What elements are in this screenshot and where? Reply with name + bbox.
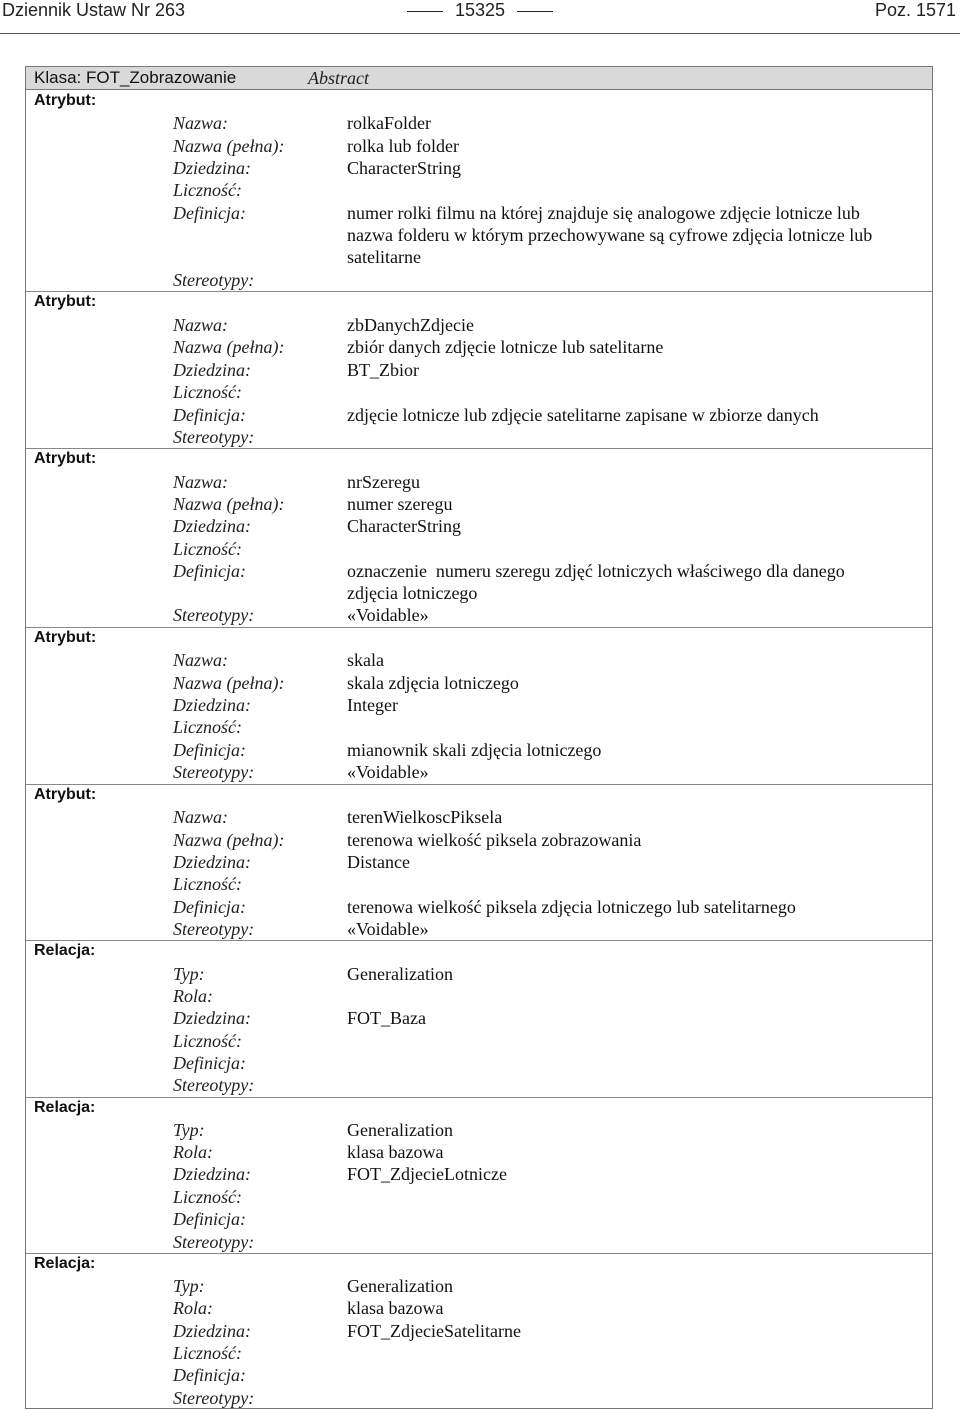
attr-domain: BT_Zbior <box>347 360 419 380</box>
section-divider <box>26 784 932 785</box>
relation-type: Generalization <box>347 1276 453 1296</box>
header-rule <box>0 33 960 34</box>
attr-name: zbDanychZdjecie <box>347 315 474 335</box>
field-label: Definicja: <box>173 1053 246 1073</box>
attr-full-name: zbiór danych zdjęcie lotnicze lub satelitarne <box>347 337 664 357</box>
field-row <box>26 963 932 985</box>
field-label: Dziedzina: <box>173 158 251 178</box>
attr-definition-line: numer rolki filmu na której znajduje się analogowe zdjęcie lotnicze lub <box>347 203 860 223</box>
attr-full-name: rolka lub folder <box>347 136 459 156</box>
attr-domain: CharacterString <box>347 516 461 536</box>
section-kind: Atrybut: <box>34 293 97 310</box>
class-header-bar <box>26 67 932 90</box>
class-name: Klasa: FOT_Zobrazowanie <box>34 68 237 87</box>
running-header <box>0 0 960 30</box>
field-row <box>26 314 932 336</box>
attr-full-name: terenowa wielkość piksela zobrazowania <box>347 830 642 850</box>
attr-name: nrSzeregu <box>347 472 420 492</box>
field-row <box>26 246 932 268</box>
field-label: Liczność: <box>173 382 242 402</box>
field-row <box>26 1231 932 1253</box>
field-label: Rola: <box>173 986 213 1006</box>
field-row <box>26 1007 932 1029</box>
field-label: Stereotypy: <box>173 270 255 290</box>
field-label: Stereotypy: <box>173 762 255 782</box>
attr-stereotype: «Voidable» <box>347 605 429 625</box>
section-kind: Relacja: <box>34 1255 96 1272</box>
field-row <box>26 1074 932 1096</box>
field-row <box>26 493 932 515</box>
section-kind: Atrybut: <box>34 92 97 109</box>
attr-definition-line: terenowa wielkość piksela zdjęcia lotniczego lub satelitarnego <box>347 897 796 917</box>
field-label: Nazwa (pełna): <box>173 337 285 357</box>
relation-domain: FOT_Baza <box>347 1008 426 1028</box>
field-label: Dziedzina: <box>173 1164 251 1184</box>
field-label: Nazwa: <box>173 315 229 335</box>
field-label: Nazwa: <box>173 807 229 827</box>
field-row <box>26 471 932 493</box>
field-label: Dziedzina: <box>173 360 251 380</box>
section-kind: Relacja: <box>34 1099 96 1116</box>
field-row <box>26 202 932 224</box>
field-label: Definicja: <box>173 1365 246 1385</box>
field-label: Liczność: <box>173 539 242 559</box>
field-row <box>26 1141 932 1163</box>
field-row <box>26 560 932 582</box>
field-label: Liczność: <box>173 1343 242 1363</box>
field-label: Nazwa (pełna): <box>173 136 285 156</box>
field-label: Liczność: <box>173 1031 242 1051</box>
section-kind: Atrybut: <box>34 450 97 467</box>
attr-definition-line: zdjęcia lotniczego <box>347 583 478 603</box>
attr-domain: Integer <box>347 695 398 715</box>
attr-domain: CharacterString <box>347 158 461 178</box>
field-row <box>26 1186 932 1208</box>
field-label: Dziedzina: <box>173 1008 251 1028</box>
relation-domain: FOT_ZdjecieLotnicze <box>347 1164 507 1184</box>
attr-name: rolkaFolder <box>347 113 431 133</box>
field-label: Dziedzina: <box>173 695 251 715</box>
field-row <box>26 918 932 940</box>
field-label: Definicja: <box>173 405 246 425</box>
position-number: Poz. 1571 <box>874 0 956 20</box>
field-row <box>26 157 932 179</box>
section-kind: Atrybut: <box>34 786 97 803</box>
field-label: Liczność: <box>173 717 242 737</box>
attr-stereotype: «Voidable» <box>347 762 429 782</box>
field-label: Nazwa: <box>173 113 229 133</box>
field-row <box>26 359 932 381</box>
attr-full-name: skala zdjęcia lotniczego <box>347 673 519 693</box>
field-row <box>26 985 932 1007</box>
attr-definition-line: satelitarne <box>347 247 421 267</box>
field-label: Rola: <box>173 1142 213 1162</box>
section-divider <box>26 1097 932 1098</box>
field-row <box>26 1163 932 1185</box>
relation-type: Generalization <box>347 964 453 984</box>
field-row <box>26 672 932 694</box>
field-row <box>26 873 932 895</box>
field-label: Stereotypy: <box>173 1075 255 1095</box>
field-row <box>26 1119 932 1141</box>
dash-right <box>517 11 553 12</box>
field-row <box>26 1342 932 1364</box>
relation-role: klasa bazowa <box>347 1298 444 1318</box>
field-label: Definicja: <box>173 897 246 917</box>
field-row <box>26 269 932 291</box>
section-divider <box>26 940 932 941</box>
field-row <box>26 896 932 918</box>
field-row <box>26 426 932 448</box>
field-row <box>26 716 932 738</box>
field-row <box>26 538 932 560</box>
journal-title: Dziennik Ustaw Nr 263 <box>2 0 186 20</box>
field-label: Liczność: <box>173 1187 242 1207</box>
field-row <box>26 112 932 134</box>
field-label: Stereotypy: <box>173 605 255 625</box>
field-row <box>26 694 932 716</box>
relation-domain: FOT_ZdjecieSatelitarne <box>347 1321 521 1341</box>
field-row <box>26 806 932 828</box>
field-row <box>26 1208 932 1230</box>
field-label: Liczność: <box>173 874 242 894</box>
field-label: Dziedzina: <box>173 852 251 872</box>
field-label: Nazwa (pełna): <box>173 494 285 514</box>
field-row <box>26 829 932 851</box>
section-kind: Relacja: <box>34 942 96 959</box>
field-label: Typ: <box>173 964 205 984</box>
field-label: Definicja: <box>173 561 246 581</box>
field-row <box>26 1275 932 1297</box>
field-row <box>26 336 932 358</box>
field-label: Stereotypy: <box>173 427 255 447</box>
dash-left <box>407 11 443 12</box>
field-row <box>26 135 932 157</box>
field-row <box>26 761 932 783</box>
field-row <box>26 851 932 873</box>
field-row <box>26 1364 932 1386</box>
field-label: Nazwa (pełna): <box>173 673 285 693</box>
attr-full-name: numer szeregu <box>347 494 453 514</box>
class-stereotype: Abstract <box>308 68 369 88</box>
field-label: Dziedzina: <box>173 1321 251 1341</box>
field-row <box>26 381 932 403</box>
field-label: Dziedzina: <box>173 516 251 536</box>
section-divider <box>26 1253 932 1254</box>
attr-domain: Distance <box>347 852 410 872</box>
field-row <box>26 515 932 537</box>
field-row <box>26 179 932 201</box>
attr-definition-line: nazwa folderu w którym przechowywane są cyfrowe zdjęcia lotnicze lub <box>347 225 873 245</box>
attr-stereotype: «Voidable» <box>347 919 429 939</box>
field-label: Nazwa: <box>173 472 229 492</box>
field-label: Stereotypy: <box>173 1232 255 1252</box>
attr-definition-line: oznaczenie numeru szeregu zdjęć lotniczych właściwego dla danego <box>347 561 845 581</box>
relation-role: klasa bazowa <box>347 1142 444 1162</box>
field-label: Liczność: <box>173 180 242 200</box>
field-row <box>26 1320 932 1342</box>
attr-definition-line: zdjęcie lotnicze lub zdjęcie satelitarne zapisane w zbiorze danych <box>347 405 819 425</box>
field-row <box>26 1387 932 1409</box>
field-row <box>26 1052 932 1074</box>
attr-definition-line: mianownik skali zdjęcia lotniczego <box>347 740 602 760</box>
field-label: Stereotypy: <box>173 919 255 939</box>
field-row <box>26 224 932 246</box>
page-number: 15325 <box>454 0 506 20</box>
field-label: Nazwa: <box>173 650 229 670</box>
field-label: Nazwa (pełna): <box>173 830 285 850</box>
field-label: Definicja: <box>173 1209 246 1229</box>
field-row <box>26 1297 932 1319</box>
field-row <box>26 404 932 426</box>
field-label: Typ: <box>173 1276 205 1296</box>
section-divider <box>26 291 932 292</box>
section-kind: Atrybut: <box>34 629 97 646</box>
field-row <box>26 649 932 671</box>
relation-type: Generalization <box>347 1120 453 1140</box>
field-row <box>26 1030 932 1052</box>
attr-name: terenWielkoscPiksela <box>347 807 503 827</box>
field-label: Rola: <box>173 1298 213 1318</box>
field-label: Definicja: <box>173 740 246 760</box>
section-divider <box>26 448 932 449</box>
page-number-block <box>0 0 960 21</box>
field-label: Typ: <box>173 1120 205 1140</box>
field-label: Stereotypy: <box>173 1388 255 1408</box>
field-row <box>26 604 932 626</box>
field-row <box>26 739 932 761</box>
attr-name: skala <box>347 650 384 670</box>
section-divider <box>26 627 932 628</box>
field-label: Definicja: <box>173 203 246 223</box>
field-row <box>26 582 932 604</box>
